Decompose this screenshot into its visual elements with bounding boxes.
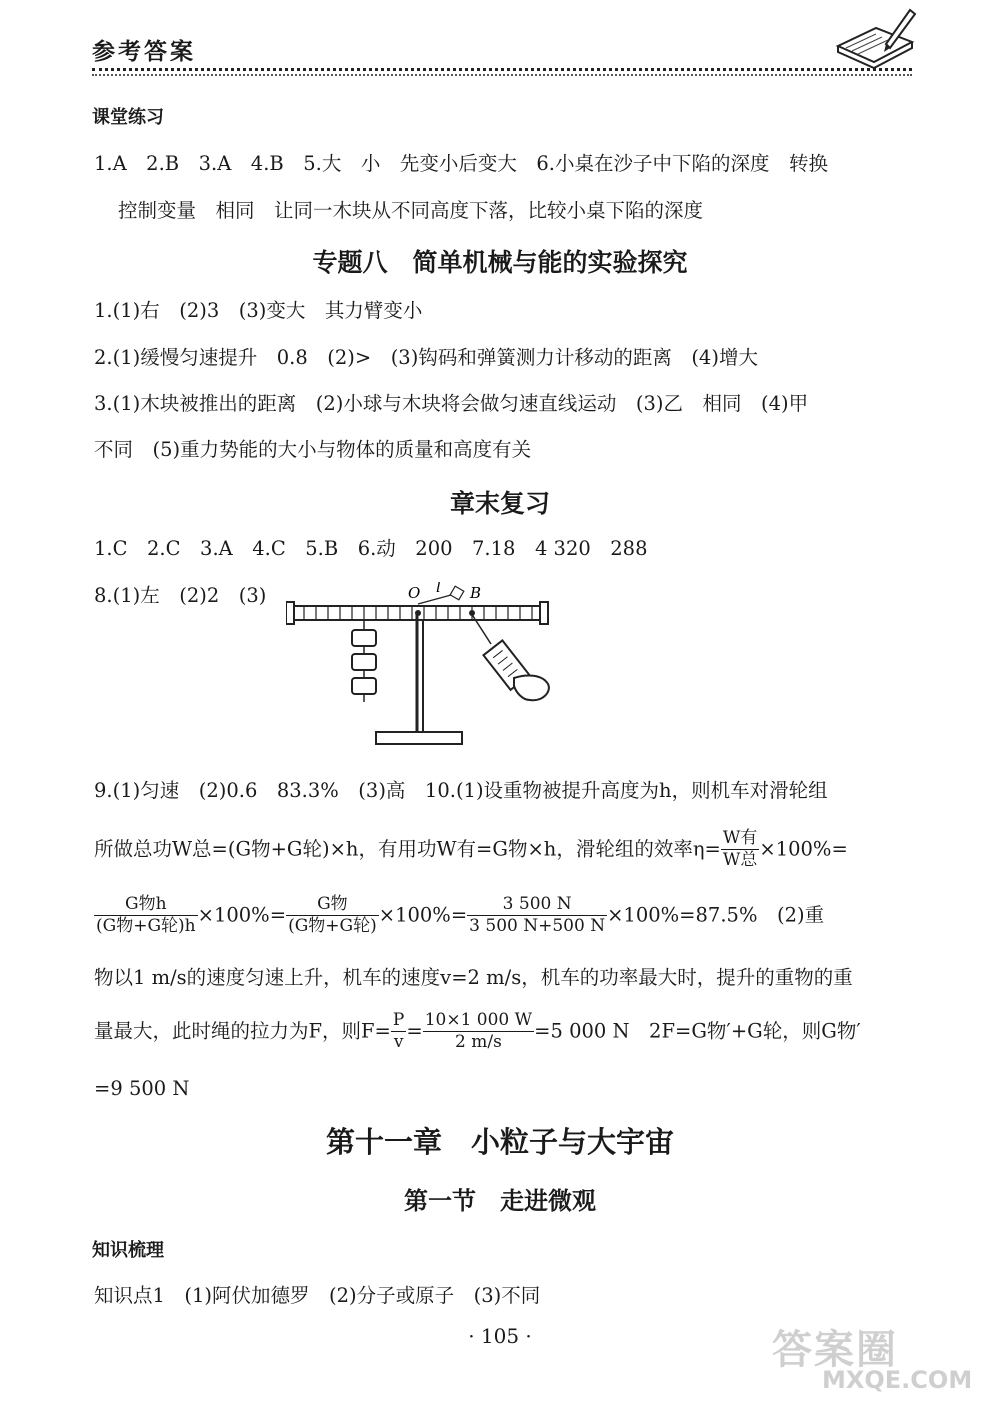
fraction-watts xyxy=(423,1010,534,1054)
section-heading: 课堂练习 xyxy=(92,107,164,128)
header-rule xyxy=(92,68,912,71)
fraction-denominator: 2 m/s xyxy=(455,1032,502,1053)
formula-line xyxy=(94,1010,861,1054)
fraction-numerator: 10×1 000 W xyxy=(423,1010,534,1032)
section-title: 第一节 走进微观 xyxy=(404,1187,596,1215)
answer-line: 2.(1)缓慢匀速提升 0.8 (2)> (3)钩码和弹簧测力计移动的距离 (4)增大 xyxy=(94,346,758,369)
fraction-eta xyxy=(721,828,759,872)
fraction-numerator: 3 500 N xyxy=(467,894,607,916)
chapter-heading: 第十一章 小粒子与大宇宙 xyxy=(325,1125,674,1159)
formula-text: ×100%= xyxy=(759,837,848,861)
answer-line xyxy=(94,828,848,872)
formula-text: ×100%=87.5% (2)重 xyxy=(607,903,825,927)
fraction-numerator: W有 xyxy=(721,828,759,850)
formula-text: ×100%= xyxy=(378,903,468,927)
formula-text: = xyxy=(406,1019,423,1043)
lever-diagram xyxy=(286,582,566,752)
formula-text: ×100%= xyxy=(197,903,287,927)
formula-text: =5 000 N 2F=G物′+G轮，则G物′ xyxy=(534,1019,861,1043)
notebook-pen-icon xyxy=(832,6,918,72)
fraction-numerator: G物 xyxy=(286,894,379,916)
fraction-power xyxy=(391,1010,406,1054)
topic-heading: 专题八 简单机械与能的实验探究 xyxy=(312,248,688,277)
fraction-denominator: (G物+G轮) xyxy=(288,916,377,937)
fraction-denominator: W总 xyxy=(722,850,758,871)
watermark-logo: 答案圈 xyxy=(772,1327,898,1373)
answer-line: 物以1 m/s的速度匀速上升，机车的速度v=2 m/s，机车的功率最大时，提升的重物的重 xyxy=(94,966,853,989)
answer-line: 1.C 2.C 3.A 4.C 5.B 6.动 200 7.18 4 320 288 xyxy=(94,537,648,560)
answer-line: 1.A 2.B 3.A 4.B 5.大 小 先变小后变大 6.小桌在沙子中下陷的深度 转换 xyxy=(94,152,828,175)
header-rule-2 xyxy=(92,74,912,76)
fraction-denominator: (G物+G轮)h xyxy=(96,916,196,937)
answer-line: 控制变量 相同 让同一木块从不同高度下落，比较小桌下陷的深度 xyxy=(118,199,704,222)
fraction-1 xyxy=(94,894,198,938)
fraction-numerator: P xyxy=(391,1010,406,1032)
fraction-numerator: G物h xyxy=(94,894,198,916)
review-heading: 章末复习 xyxy=(449,489,550,518)
fraction-denominator: 3 500 N+500 N xyxy=(469,916,606,937)
watermark-url: MXQE.COM xyxy=(822,1366,973,1394)
fraction-3 xyxy=(467,894,607,938)
label-l: l xyxy=(436,582,441,596)
answer-line: 3.(1)木块被推出的距离 (2)小球与木块将会做匀速直线运动 (3)乙 相同 (4)甲 xyxy=(94,392,809,415)
answer-line: 不同 (5)重力势能的大小与物体的质量和高度有关 xyxy=(94,438,532,461)
label-b: B xyxy=(470,584,482,602)
fraction-denominator: v xyxy=(393,1032,404,1053)
answer-line: 8.(1)左 (2)2 (3) xyxy=(94,584,267,607)
answer-line: 9.(1)匀速 (2)0.6 83.3% (3)高 10.(1)设重物被提升高度为h，则机车对滑轮组 xyxy=(94,779,828,802)
label-o: O xyxy=(408,584,421,602)
answer-line: 1.(1)右 (2)3 (3)变大 其力臂变小 xyxy=(94,299,423,322)
answer-line: 知识点1 (1)阿伏加德罗 (2)分子或原子 (3)不同 xyxy=(94,1284,541,1307)
fraction-2 xyxy=(286,894,379,938)
formula-line xyxy=(94,894,824,938)
formula-text: 所做总功W总=(G物+G轮)×h，有用功W有=G物×h，滑轮组的效率η= xyxy=(94,837,721,861)
subsection-heading: 知识梳理 xyxy=(92,1240,164,1261)
formula-text: 量最大，此时绳的拉力为F，则F= xyxy=(94,1019,391,1043)
header-title: 参考答案 xyxy=(92,38,196,65)
page-number: · 105 · xyxy=(468,1324,532,1348)
answer-line: =9 500 N xyxy=(94,1077,190,1100)
